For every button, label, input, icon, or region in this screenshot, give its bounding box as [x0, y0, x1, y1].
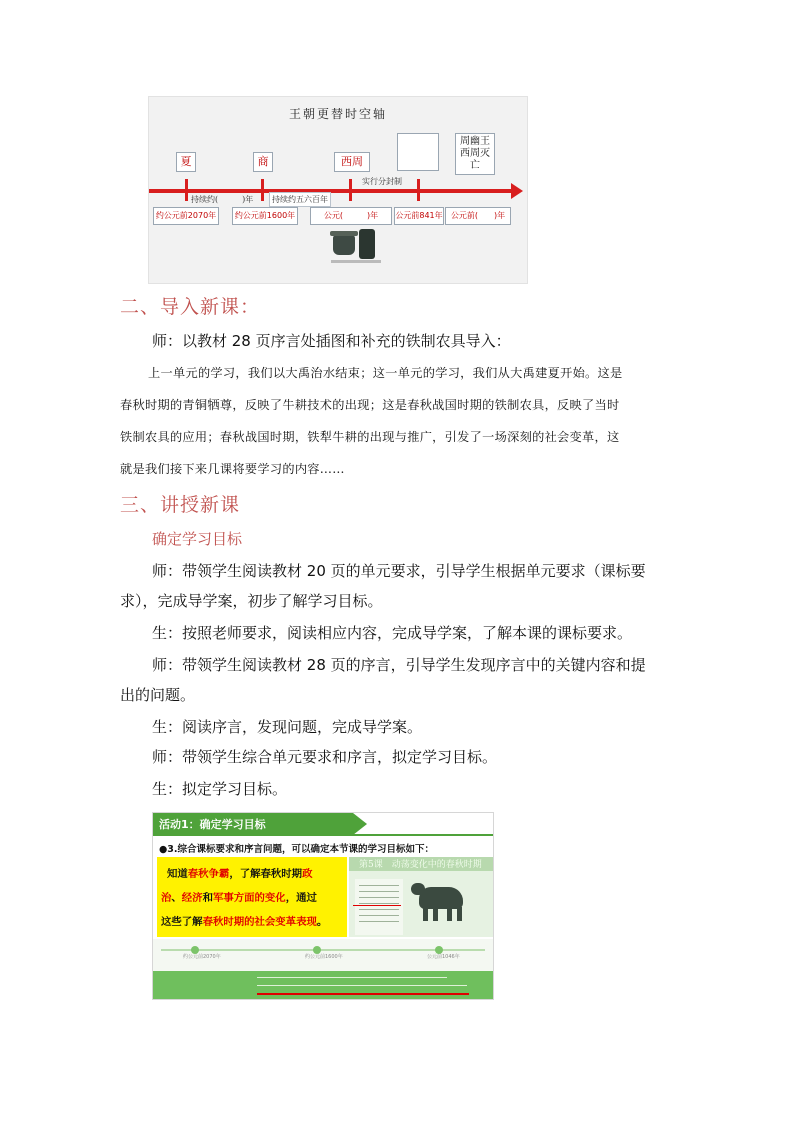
section2-line-4: 就是我们接下来几课将要学习的内容……	[120, 462, 345, 476]
timeline-title: 王朝更替时空轴	[288, 107, 387, 121]
goal-line-1: 知道春秋争霸，了解春秋时期政	[167, 868, 313, 880]
section3-line-8: 生：拟定学习目标。	[152, 780, 288, 798]
timeline-tick	[261, 179, 264, 201]
section3-line-6: 生：阅读序言，发现问题，完成导学案。	[152, 718, 423, 736]
section2-line-1: 上一单元的学习，我们以大禹治水结束；这一单元的学习，我们从大禹建夏开始。这是	[148, 366, 623, 380]
date-841: 公元前841年	[394, 207, 444, 225]
era-xizhou: 西周	[334, 152, 370, 172]
section2-heading: 二、导入新课：	[120, 296, 261, 318]
section3-line-4: 师：带领学生阅读教材 28 页的序言，引导学生发现序言中的关键内容和提	[152, 656, 646, 674]
activity-title: 活动1：确定学习目标	[159, 818, 266, 831]
section2-line-2: 春秋时期的青铜牺尊，反映了牛耕技术的出现；这是春秋战国时期的铁制农具，反映了当时	[120, 398, 620, 412]
bronze-artifact-image	[331, 229, 381, 267]
goal-line-3: 这些了解春秋时期的社会变革表现。	[161, 916, 328, 928]
date-shang: 约公元前1600年	[232, 207, 298, 225]
timeline-tick	[349, 179, 352, 201]
timeline-arrow-icon	[511, 183, 523, 199]
section3-line-2: 求），完成导学案，初步了解学习目标。	[120, 592, 383, 610]
activity-question: ●3.综合课标要求和序言问题，可以确定本节课的学习目标如下：	[159, 844, 435, 855]
textbook-text-block	[355, 879, 403, 935]
timeline-axis	[149, 189, 515, 193]
section2-line-3: 铁制农具的应用；春秋战国时期，铁犁牛耕的出现与推广，引发了一场深刻的社会变革，这	[120, 430, 620, 444]
section3-line-5: 出的问题。	[120, 686, 196, 704]
era-blank-box	[397, 133, 439, 171]
timeline-tick	[417, 179, 420, 201]
mini-timeline-label: 约公元前1600年	[305, 954, 343, 960]
date-xizhou: 公元( )年	[310, 207, 392, 225]
duration-shang: 持续约五六百年	[269, 192, 331, 207]
section3-subheading: 确定学习目标	[152, 530, 243, 548]
dynasty-timeline-figure	[148, 96, 528, 284]
era-youwang: 周幽王西周灭亡	[455, 133, 495, 175]
bronze-ox-zun-image	[411, 877, 471, 923]
textbook-page-image	[349, 857, 493, 937]
section2-teacher-line: 师：以教材 28 页序言处插图和补充的铁制农具导入：	[152, 332, 511, 350]
duration-xizhou: 实行分封制	[362, 177, 402, 186]
era-xia: 夏	[176, 152, 196, 172]
textbook-lesson-title: 第5课 动荡变化中的春秋时期	[359, 860, 482, 870]
goal-line-2: 治、经济和军事方面的变化，通过	[161, 892, 317, 904]
learning-goal-box	[157, 857, 347, 937]
date-xia: 约公元前2070年	[153, 207, 219, 225]
date-youwang: 公元前( )年	[445, 207, 511, 225]
activity-slide-figure	[152, 812, 494, 1000]
section3-line-3: 生：按照老师要求，阅读相应内容，完成导学案，了解本课的课标要求。	[152, 624, 633, 642]
timeline-tick	[185, 179, 188, 201]
mini-timeline	[153, 939, 493, 999]
mini-timeline-label: 公元前1046年	[427, 954, 460, 960]
era-shang: 商	[253, 152, 273, 172]
section3-line-7: 师：带领学生综合单元要求和序言，拟定学习目标。	[152, 748, 498, 766]
section3-heading: 三、讲授新课	[120, 494, 241, 516]
duration-xia: 持续约( )年	[191, 195, 254, 204]
mini-timeline-label: 约公元前2070年	[183, 954, 221, 960]
section3-line-1: 师：带领学生阅读教材 20 页的单元要求，引导学生根据单元要求（课标要	[152, 562, 646, 580]
